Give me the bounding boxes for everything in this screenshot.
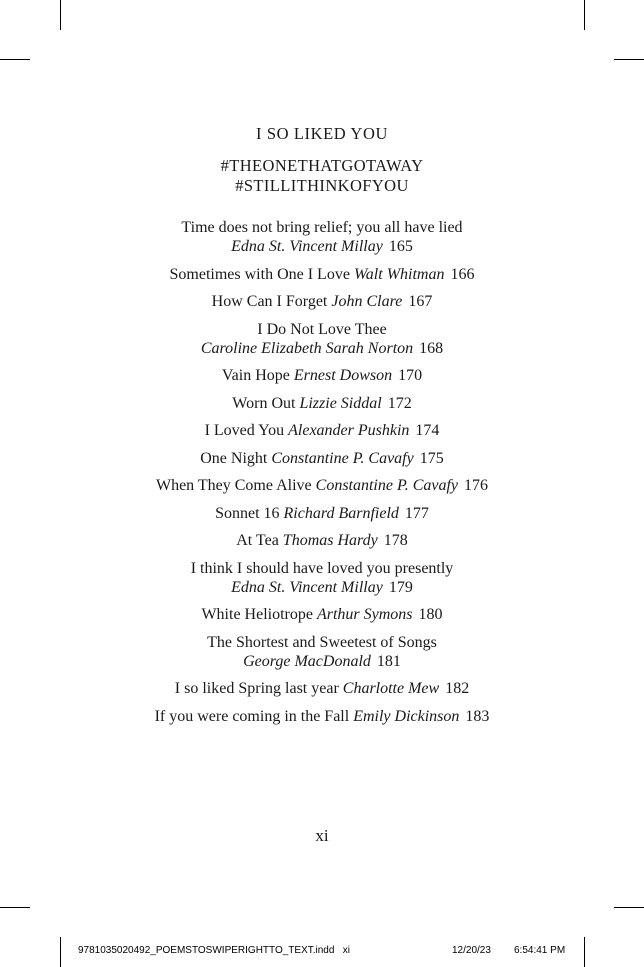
- slug-page: xi: [342, 945, 350, 956]
- entry-page: 181: [376, 652, 401, 670]
- crop-mark-top-left: [60, 0, 61, 30]
- crop-mark-top-right: [584, 0, 585, 30]
- slug-date: 12/20/23: [452, 945, 491, 956]
- entry-title: At Tea: [236, 532, 279, 549]
- entry-author: Walt Whitman: [353, 265, 445, 283]
- entry-page: 170: [398, 367, 423, 384]
- section-hashtags: [0, 156, 644, 196]
- entry-author: Caroline Elizabeth Sarah Norton: [200, 339, 414, 357]
- entry-author: Arthur Symons: [316, 606, 413, 623]
- toc-entry: [0, 265, 644, 284]
- entry-page: 182: [445, 680, 470, 697]
- entry-page: 179: [388, 578, 413, 596]
- entry-title: I Do Not Love Thee: [257, 320, 387, 338]
- entry-author: Edna St. Vincent Millay: [231, 578, 383, 596]
- entry-title: Time does not bring relief; you all have lied: [181, 219, 463, 236]
- entry-author: Richard Barnfield: [283, 504, 399, 522]
- crop-mark-left-bottom: [0, 907, 30, 908]
- toc-entry: [0, 679, 644, 698]
- toc-entry: [0, 559, 644, 597]
- entry-page: 174: [415, 422, 440, 439]
- entry-title: I Loved You: [204, 422, 285, 439]
- entry-title: Worn Out: [232, 394, 296, 412]
- entry-page: 183: [465, 707, 490, 725]
- entry-page: 180: [418, 606, 443, 623]
- entry-page: 178: [383, 532, 408, 549]
- crop-mark-right-top: [614, 59, 644, 60]
- entry-author: Lizzie Siddal: [299, 394, 382, 412]
- entry-title: Sometimes with One I Love: [169, 265, 350, 283]
- entry-page: 175: [419, 449, 444, 467]
- toc-entry: [0, 218, 644, 256]
- entry-title: I think I should have loved you presently: [190, 559, 454, 577]
- entry-title: If you were coming in the Fall: [154, 707, 350, 725]
- entry-author: Constantine P. Cavafy: [271, 449, 414, 467]
- toc-entry: [0, 292, 644, 311]
- entry-author: Alexander Pushkin: [288, 422, 410, 439]
- entry-page: 165: [388, 238, 413, 255]
- toc-entry: [0, 449, 644, 468]
- entry-page: 176: [464, 477, 489, 494]
- crop-mark-bottom-right: [584, 937, 585, 967]
- hashtag-line: #STILLITHINKOFYOU: [235, 176, 409, 195]
- toc-entry: [0, 320, 644, 358]
- entry-page: 172: [387, 394, 412, 412]
- entry-title: White Heliotrope: [201, 606, 313, 623]
- entry-author: Constantine P. Cavafy: [315, 477, 459, 494]
- entry-author: Ernest Dowson: [293, 367, 393, 384]
- entry-title: Vain Hope: [221, 367, 290, 384]
- hashtag-line: #THEONETHATGOTAWAY: [220, 156, 424, 175]
- entry-page: 167: [408, 293, 433, 310]
- entry-author: John Clare: [331, 293, 403, 310]
- table-of-contents: [0, 218, 644, 734]
- entry-title: Sonnet 16: [215, 504, 280, 522]
- crop-mark-bottom-left: [60, 937, 61, 967]
- toc-entry: [0, 366, 644, 385]
- slug-filename: [78, 945, 350, 956]
- entry-page: 168: [419, 339, 444, 357]
- entry-title: I so liked Spring last year: [174, 680, 339, 697]
- entry-title: How Can I Forget: [211, 293, 328, 310]
- toc-entry: [0, 394, 644, 413]
- toc-entry: [0, 421, 644, 440]
- slug-time: 6:54:41 PM: [514, 945, 566, 956]
- entry-author: George MacDonald: [243, 652, 371, 670]
- toc-entry: [0, 707, 644, 726]
- entry-page: 177: [404, 504, 429, 522]
- page-number: xi: [315, 826, 329, 845]
- toc-entry: [0, 633, 644, 671]
- entry-title: One Night: [200, 449, 268, 467]
- entry-author: Emily Dickinson: [353, 707, 460, 725]
- toc-entry: [0, 605, 644, 624]
- entry-title: The Shortest and Sweetest of Songs: [207, 633, 437, 651]
- section-title: I SO LIKED YOU: [256, 124, 388, 143]
- slug-file: 9781035020492_POEMSTOSWIPERIGHTTO_TEXT.indd: [78, 945, 335, 956]
- entry-author: Charlotte Mew: [342, 680, 440, 697]
- entry-author: Thomas Hardy: [282, 532, 378, 549]
- toc-entry: [0, 504, 644, 523]
- entry-page: 166: [450, 265, 475, 283]
- crop-mark-left-top: [0, 59, 30, 60]
- crop-mark-right-bottom: [614, 907, 644, 908]
- toc-entry: [0, 476, 644, 495]
- toc-entry: [0, 531, 644, 550]
- entry-author: Edna St. Vincent Millay: [231, 238, 383, 255]
- entry-title: When They Come Alive: [155, 477, 312, 494]
